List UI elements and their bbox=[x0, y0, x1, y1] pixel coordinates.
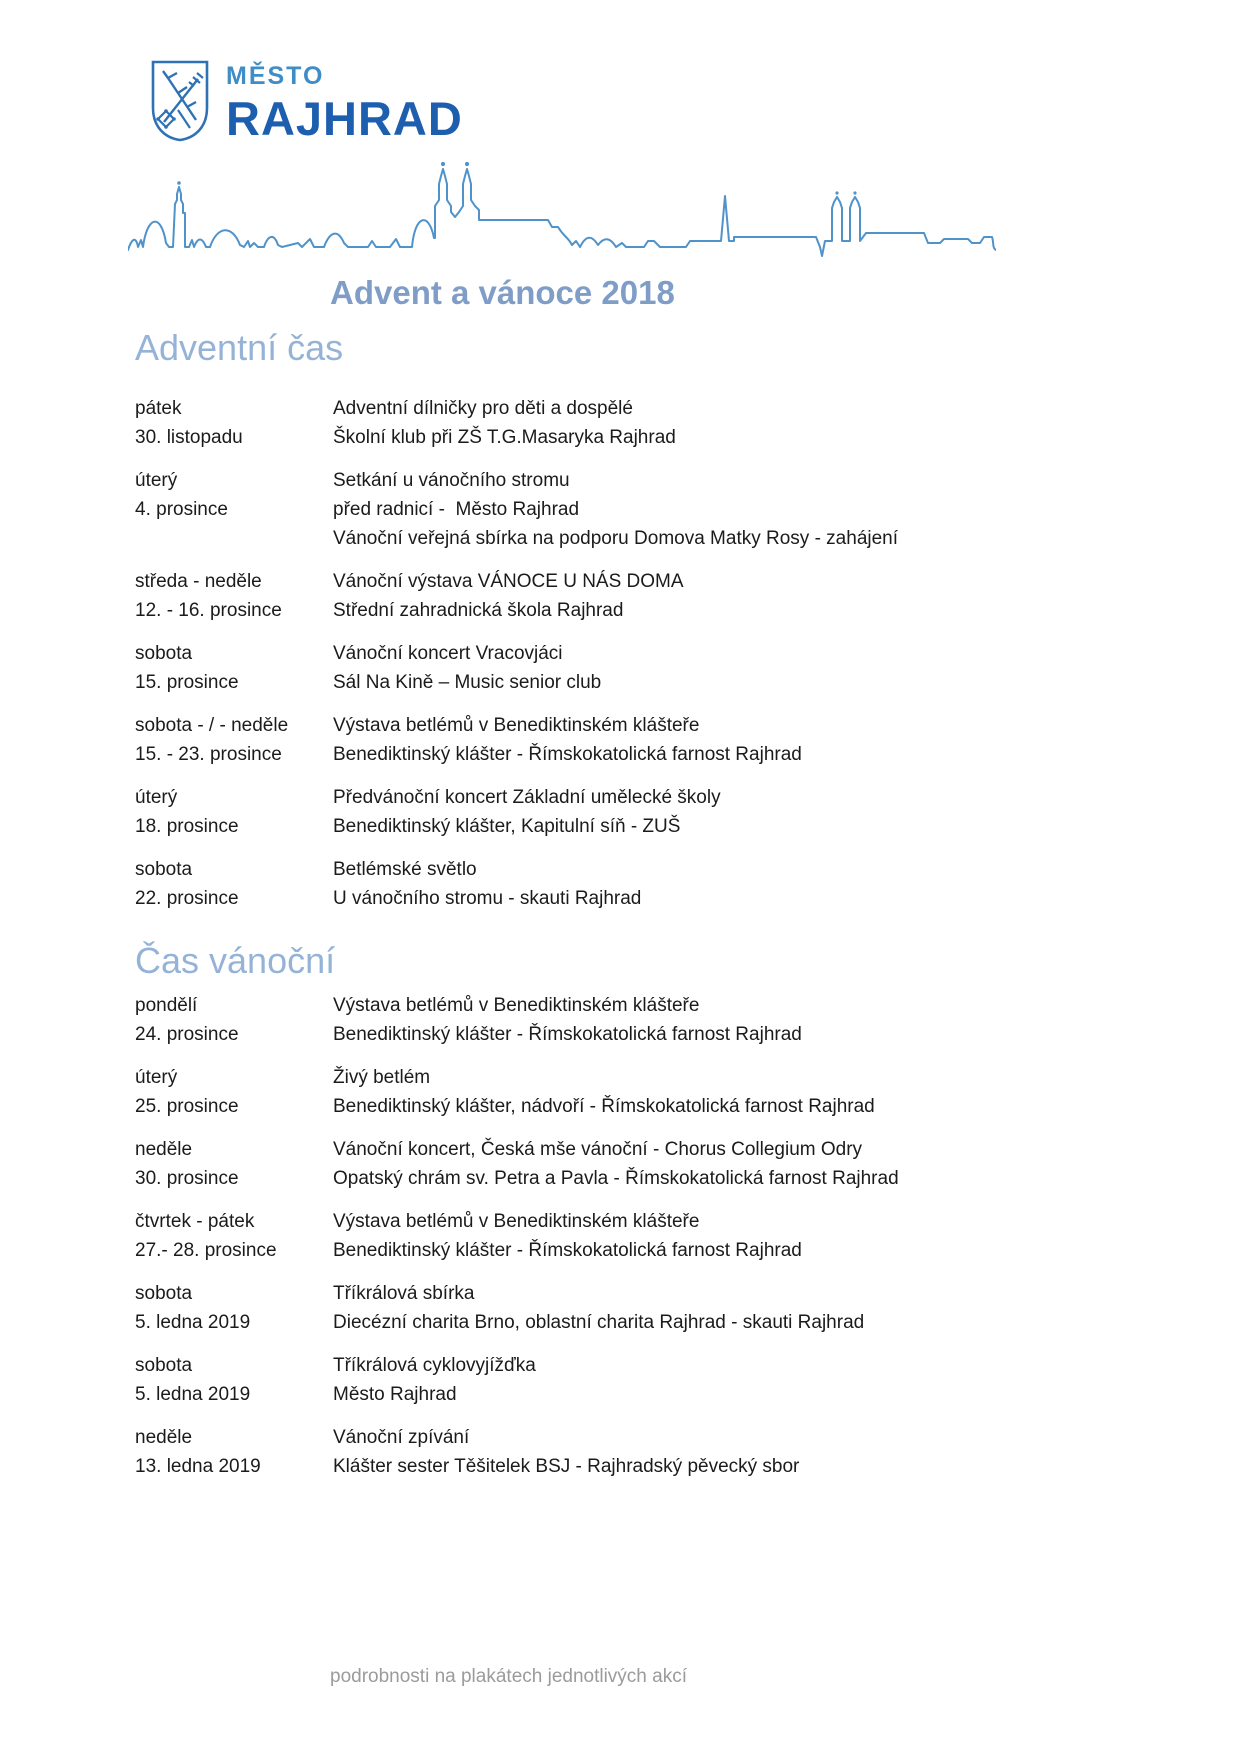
detail-line: Vánoční veřejná sbírka na podporu Domova Matky Rosy - zahájení bbox=[333, 528, 899, 549]
date-line: 5. ledna 2019 bbox=[135, 1312, 251, 1333]
detail-line: U vánočního stromu - skauti Rajhrad bbox=[333, 888, 642, 909]
date-line: sobota bbox=[135, 643, 193, 664]
date-line: sobota bbox=[135, 1283, 193, 1304]
date-line: 15. prosince bbox=[135, 672, 239, 693]
date-line: 30. prosince bbox=[135, 1168, 239, 1189]
event-date bbox=[135, 394, 333, 452]
detail-line: před radnicí - Město Rajhrad bbox=[333, 499, 580, 520]
event-date bbox=[135, 1279, 333, 1337]
event-details bbox=[333, 855, 1180, 913]
detail-line: Vánoční koncert Vracovjáci bbox=[333, 643, 563, 664]
event-details bbox=[333, 1351, 1180, 1409]
detail-line: Výstava betlémů v Benediktinském klášteře bbox=[333, 715, 700, 736]
detail-line: Klášter sester Těšitelek BSJ - Rajhradský pěvecký sbor bbox=[333, 1456, 800, 1477]
date-line: sobota bbox=[135, 859, 193, 880]
page-title: Advent a vánoce 2018 bbox=[330, 274, 675, 311]
event-list bbox=[135, 991, 1180, 1481]
date-line: sobota bbox=[135, 1355, 193, 1376]
event-date bbox=[135, 1063, 333, 1121]
event-date bbox=[135, 639, 333, 697]
event-details bbox=[333, 1279, 1180, 1337]
section-heading: Adventní čas bbox=[135, 327, 344, 368]
date-line: 15. - 23. prosince bbox=[135, 744, 282, 765]
event-details bbox=[333, 639, 1180, 697]
event-date bbox=[135, 991, 333, 1049]
detail-line: Vánoční zpívání bbox=[333, 1427, 470, 1448]
date-line: neděle bbox=[135, 1427, 193, 1448]
detail-line: Vánoční koncert, Česká mše vánoční - Chorus Collegium Odry bbox=[333, 1139, 863, 1160]
detail-line: Benediktinský klášter - Římskokatolická farnost Rajhrad bbox=[333, 1024, 802, 1045]
detail-line: Sál Na Kině – Music senior club bbox=[333, 672, 602, 693]
event-details bbox=[333, 1135, 1180, 1193]
detail-line: Předvánoční koncert Základní umělecké školy bbox=[333, 787, 721, 808]
date-line: 22. prosince bbox=[135, 888, 239, 909]
logo-mesto-text: MĚSTO bbox=[226, 62, 325, 90]
date-line: pondělí bbox=[135, 995, 198, 1016]
date-line: 24. prosince bbox=[135, 1024, 239, 1045]
date-line: úterý bbox=[135, 470, 178, 491]
date-line: pátek bbox=[135, 398, 182, 419]
event-date bbox=[135, 1423, 333, 1481]
event-row bbox=[135, 783, 1180, 841]
logo-wordmark bbox=[226, 58, 463, 145]
detail-line: Výstava betlémů v Benediktinském klášteře bbox=[333, 1211, 700, 1232]
event-details bbox=[333, 1207, 1180, 1265]
event-details bbox=[333, 1063, 1180, 1121]
event-date bbox=[135, 1207, 333, 1265]
event-details bbox=[333, 567, 1180, 625]
event-row bbox=[135, 1279, 1180, 1337]
date-line: úterý bbox=[135, 787, 178, 808]
event-date bbox=[135, 1135, 333, 1193]
detail-line: Benediktinský klášter, Kapitulní síň - ZUŠ bbox=[333, 816, 681, 837]
date-line: 25. prosince bbox=[135, 1096, 239, 1117]
logo-rajhrad-text: RAJHRAD bbox=[226, 92, 463, 145]
event-details bbox=[333, 394, 1180, 452]
date-line: 13. ledna 2019 bbox=[135, 1456, 261, 1477]
date-line: 30. listopadu bbox=[135, 427, 243, 448]
event-row bbox=[135, 1423, 1180, 1481]
event-row bbox=[135, 1135, 1180, 1193]
event-date bbox=[135, 466, 333, 553]
date-line: 12. - 16. prosince bbox=[135, 600, 282, 621]
detail-line: Setkání u vánočního stromu bbox=[333, 470, 570, 491]
date-line: 5. ledna 2019 bbox=[135, 1384, 251, 1405]
event-date bbox=[135, 855, 333, 913]
event-row bbox=[135, 567, 1180, 625]
event-row bbox=[135, 466, 1180, 553]
footer-note: podrobnosti na plakátech jednotlivých akcí bbox=[330, 1666, 688, 1687]
town-logo bbox=[148, 58, 463, 144]
event-date bbox=[135, 567, 333, 625]
event-row bbox=[135, 991, 1180, 1049]
event-details bbox=[333, 1423, 1180, 1481]
event-details bbox=[333, 711, 1180, 769]
detail-line: Benediktinský klášter, nádvoří - Římskokatolická farnost Rajhrad bbox=[333, 1096, 875, 1117]
date-line: neděle bbox=[135, 1139, 193, 1160]
event-row bbox=[135, 1351, 1180, 1409]
detail-line: Vánoční výstava VÁNOCE U NÁS DOMA bbox=[333, 571, 684, 592]
date-line: 18. prosince bbox=[135, 816, 239, 837]
event-date bbox=[135, 711, 333, 769]
date-line: 27.- 28. prosince bbox=[135, 1240, 277, 1261]
detail-line: Diecézní charita Brno, oblastní charita Rajhrad - skauti Rajhrad bbox=[333, 1312, 865, 1333]
detail-line: Adventní dílničky pro děti a dospělé bbox=[333, 398, 633, 419]
detail-line: Benediktinský klášter - Římskokatolická farnost Rajhrad bbox=[333, 1240, 802, 1261]
event-details bbox=[333, 783, 1180, 841]
event-row bbox=[135, 639, 1180, 697]
date-line: čtvrtek - pátek bbox=[135, 1211, 255, 1232]
event-date bbox=[135, 783, 333, 841]
detail-line: Školní klub při ZŠ T.G.Masaryka Rajhrad bbox=[333, 427, 676, 448]
detail-line: Tříkrálová sbírka bbox=[333, 1283, 475, 1304]
detail-line: Město Rajhrad bbox=[333, 1384, 457, 1405]
event-date bbox=[135, 1351, 333, 1409]
event-row bbox=[135, 394, 1180, 452]
sections bbox=[135, 326, 1180, 1495]
detail-line: Výstava betlémů v Benediktinském klášteře bbox=[333, 995, 700, 1016]
date-line: 4. prosince bbox=[135, 499, 228, 520]
detail-line: Betlémské světlo bbox=[333, 859, 477, 880]
date-line: úterý bbox=[135, 1067, 178, 1088]
town-crest-icon bbox=[148, 58, 212, 144]
detail-line: Opatský chrám sv. Petra a Pavla - Římskokatolická farnost Rajhrad bbox=[333, 1168, 899, 1189]
event-row bbox=[135, 1207, 1180, 1265]
date-line: sobota - / - neděle bbox=[135, 715, 289, 736]
event-row bbox=[135, 1063, 1180, 1121]
event-row bbox=[135, 855, 1180, 913]
detail-line: Tříkrálová cyklovyjížďka bbox=[333, 1355, 536, 1376]
event-list bbox=[135, 394, 1180, 913]
event-details bbox=[333, 466, 1180, 553]
detail-line: Živý betlém bbox=[333, 1067, 431, 1088]
event-row bbox=[135, 711, 1180, 769]
event-details bbox=[333, 991, 1180, 1049]
town-skyline-drawing bbox=[128, 150, 996, 262]
detail-line: Střední zahradnická škola Rajhrad bbox=[333, 600, 624, 621]
section-heading: Čas vánoční bbox=[135, 940, 336, 981]
detail-line: Benediktinský klášter - Římskokatolická farnost Rajhrad bbox=[333, 744, 802, 765]
date-line: středa - neděle bbox=[135, 571, 262, 592]
